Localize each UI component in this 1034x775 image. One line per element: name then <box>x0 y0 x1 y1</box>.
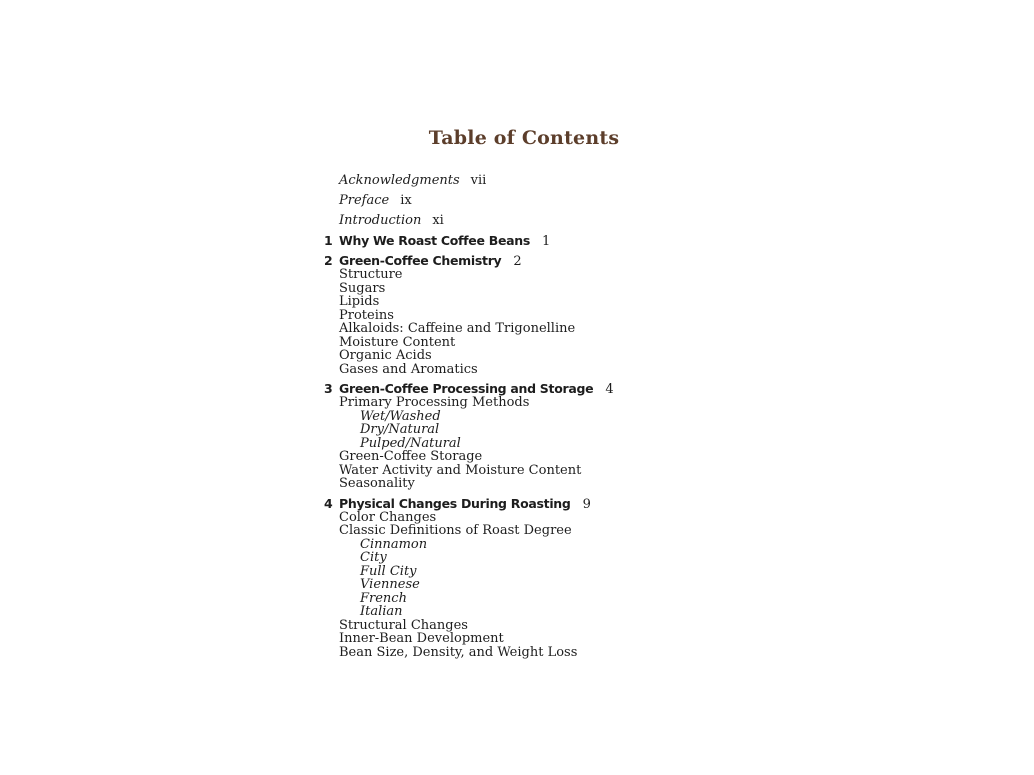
front-matter-entry <box>339 171 744 191</box>
section-entry: Color Changes <box>339 509 437 525</box>
section-entry: Moisture Content <box>339 334 456 350</box>
chapter-heading <box>324 254 744 268</box>
chapter-number: 3 <box>324 381 333 396</box>
front-matter-label: Acknowledgments <box>339 173 460 188</box>
section-entry: Primary Processing Methods <box>339 395 530 410</box>
chapter-heading <box>324 234 744 248</box>
section-entry: Gases and Aromatics <box>339 361 478 377</box>
section-entry: Bean Size, Density, and Weight Loss <box>339 644 578 660</box>
chapter-number: 1 <box>324 233 333 248</box>
front-matter-page-number: xi <box>432 213 444 228</box>
subsection-entry: French <box>360 590 407 606</box>
toc-list <box>324 171 744 659</box>
chapter-title: Green-Coffee Processing and Storage <box>339 381 594 396</box>
front-matter-page-number: vii <box>470 173 487 188</box>
chapter-entry <box>324 234 744 248</box>
chapter-title: Physical Changes During Roasting <box>339 495 571 511</box>
section-entry: Classic Definitions of Roast Degree <box>339 523 572 538</box>
page-title: Table of Contents <box>428 127 620 149</box>
chapter-heading <box>324 382 744 396</box>
front-matter-entry <box>339 211 744 231</box>
chapter-heading <box>324 497 744 511</box>
chapter-title: Why We Roast Coffee Beans <box>339 233 530 248</box>
section-entry: Seasonality <box>339 476 415 491</box>
front-matter-label: Introduction <box>339 213 422 228</box>
chapter-page-number: 1 <box>542 234 551 249</box>
section-entry: Water Activity and Moisture Content <box>339 462 582 478</box>
chapter-entry <box>324 254 744 376</box>
section-entry: Sugars <box>339 280 386 296</box>
subsection-entry: Viennese <box>360 577 420 592</box>
section-entry: Green-Coffee Storage <box>339 449 483 464</box>
chapter-page-number: 9 <box>582 496 591 512</box>
front-matter-entry <box>339 191 744 211</box>
section-entry: Lipids <box>339 294 380 309</box>
section-entry: Structure <box>339 267 403 282</box>
subsection-entry: Pulped/Natural <box>360 435 461 451</box>
chapter-page-number: 4 <box>605 382 614 397</box>
section-entry: Proteins <box>339 307 394 323</box>
chapter-title: Green-Coffee Chemistry <box>339 253 502 268</box>
subsection-entry: Italian <box>360 604 403 619</box>
subsection-entry: Full City <box>360 563 417 579</box>
chapter-page-number: 2 <box>513 254 522 269</box>
chapter-entry <box>324 382 744 491</box>
subsection-entry: City <box>360 550 387 565</box>
chapter-number: 4 <box>324 495 333 511</box>
chapter-number: 2 <box>324 253 333 268</box>
section-entry: Inner-Bean Development <box>339 631 504 646</box>
section-entry: Organic Acids <box>339 348 432 363</box>
section-entry: Structural Changes <box>339 617 468 633</box>
chapter-entry <box>324 497 744 660</box>
front-matter-page-number: ix <box>400 193 412 208</box>
subsection-entry: Wet/Washed <box>360 408 441 424</box>
front-matter-label: Preface <box>339 193 390 208</box>
section-entry: Alkaloids: Caffeine and Trigonelline <box>339 321 576 336</box>
subsection-entry: Cinnamon <box>360 536 428 552</box>
subsection-entry: Dry/Natural <box>360 422 440 437</box>
